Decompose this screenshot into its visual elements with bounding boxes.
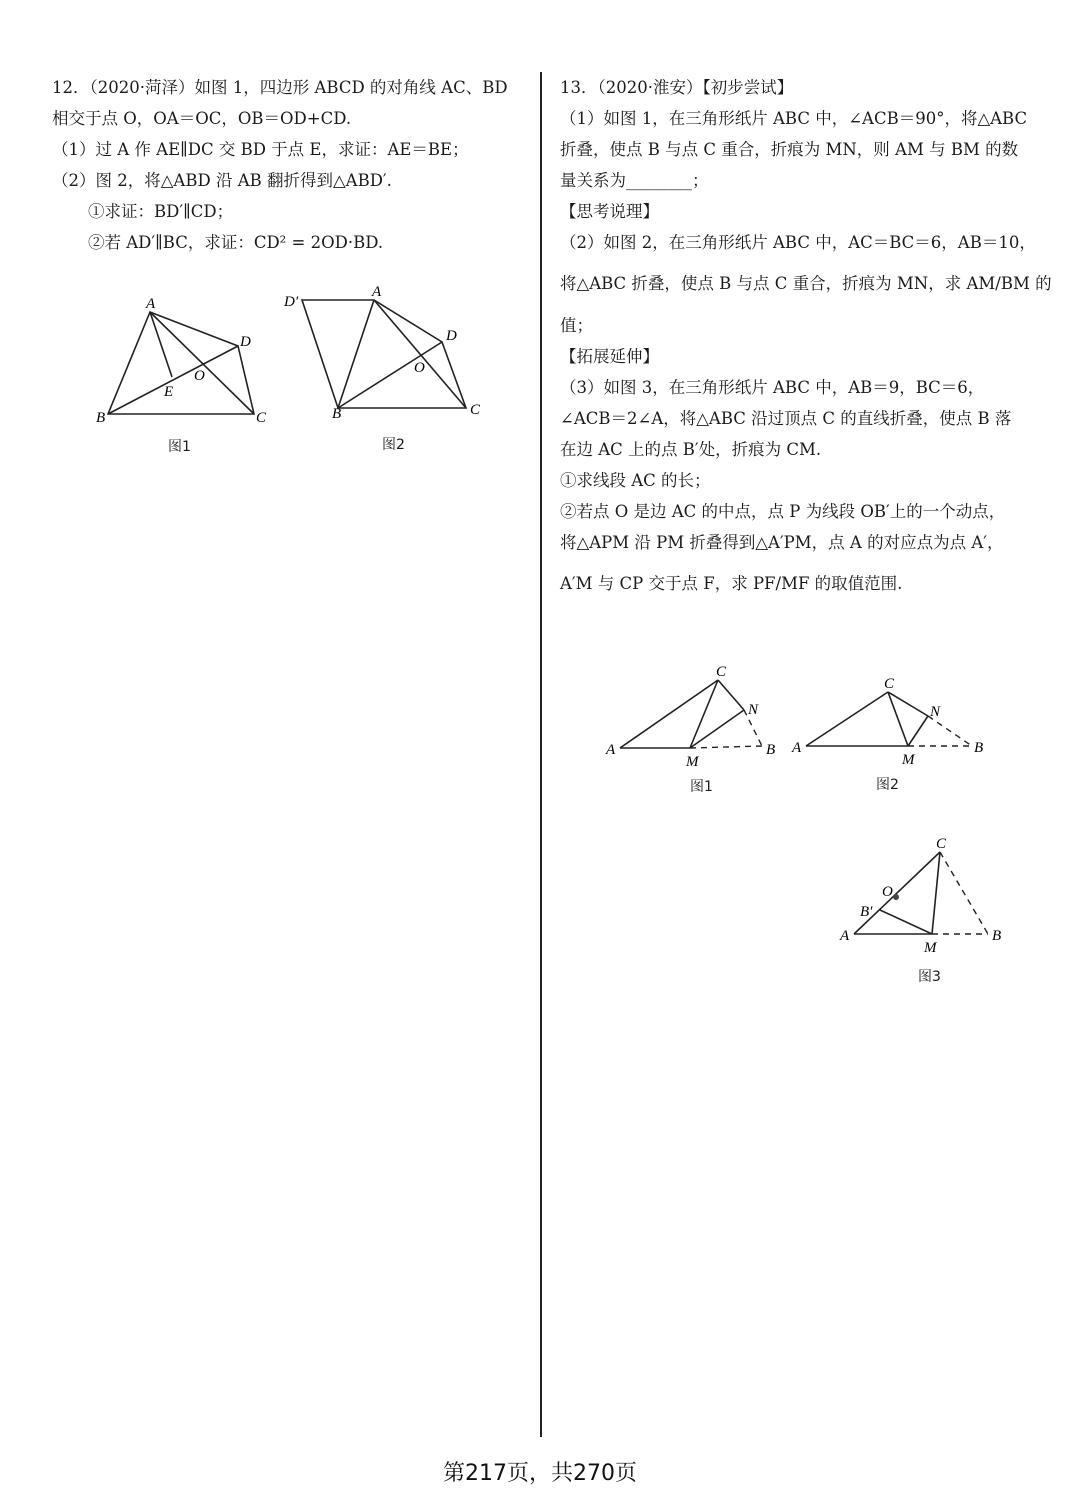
p12-fig1-caption: 图1 [168, 439, 191, 455]
problem-12-part-2-ii: ②若 AD′∥BC，求证：CD² = 2OD·BD. [88, 233, 384, 252]
problem-13-part-3-ii-b: 将△APM 沿 PM 折叠得到△A′PM，点 A 的对应点为点 A′， [560, 533, 1004, 552]
p12-fig2-label-d-prime: D′ [284, 294, 299, 310]
p12-fig2-label-a: A [372, 284, 382, 300]
problem-13-heading-2: 【思考说理】 [560, 202, 659, 221]
p13-fig3-label-b-prime: B′ [860, 904, 873, 920]
p13-fig1-label-m: M [686, 754, 699, 770]
p13-fig2-label-b: B [974, 740, 984, 756]
p13-fig3-label-c: C [936, 836, 947, 852]
problem-12-part-1: （1）过 A 作 AE∥DC 交 BD 于点 E，求证：AE＝BE； [52, 140, 469, 159]
p12-fig2-label-o: O [414, 360, 425, 376]
p13-figure-2-drawing [792, 674, 992, 774]
p13-fig1-label-c: C [716, 664, 727, 680]
problem-12 [52, 72, 522, 258]
problem-13-part-3-i: ①求线段 AC 的长； [560, 471, 711, 490]
problem-13-part-2-b: 将△ABC 折叠，使点 B 与点 C 重合，折痕为 MN，求 AM/BM 的 [560, 274, 1052, 293]
p13-fig2-caption: 图2 [876, 777, 899, 793]
p13-figure-1-drawing [602, 662, 792, 772]
p12-fig1-label-d: D [240, 334, 251, 350]
p13-fig2-label-c: C [884, 676, 895, 692]
problem-12-part-2-i: ①求证：BD′∥CD； [88, 202, 234, 221]
problem-13-part-1-b: 折叠，使点 B 与点 C 重合，折痕为 MN，则 AM 与 BM 的数 [560, 140, 1019, 159]
p13-fig2-label-a: A [792, 740, 802, 756]
p13-fig3-label-o: O [882, 884, 893, 900]
problem-13-line-1: 13．（2020·淮安）【初步尝试】 [560, 78, 794, 97]
p12-fig2-caption: 图2 [382, 437, 405, 453]
problem-13-part-3-c: 在边 AC 上的点 B′处，折痕为 CM. [560, 440, 822, 459]
problem-13-part-3-b: ∠ACB＝2∠A，将△ABC 沿过顶点 C 的直线折叠，使点 B 落 [560, 409, 1012, 428]
p12-figure-2-drawing [282, 284, 492, 424]
problem-13 [560, 72, 1052, 610]
p12-fig1-label-b: B [96, 410, 106, 426]
p13-fig1-label-a: A [606, 742, 616, 758]
p13-fig2-label-m: M [902, 752, 915, 768]
p12-figure-1 [90, 290, 290, 455]
p13-figure-3-drawing [838, 836, 1018, 960]
p12-fig2-label-b: B [332, 406, 342, 422]
p13-figure-1 [602, 662, 792, 795]
p12-figure-1-drawing [90, 290, 290, 430]
problem-13-part-1-a: （1）如图 1，在三角形纸片 ABC 中，∠ACB＝90°，将△ABC [560, 109, 1028, 128]
p12-figure-2 [282, 284, 492, 453]
problem-12-part-2: （2）图 2，将△ABD 沿 AB 翻折得到△ABD′. [52, 171, 392, 190]
p13-fig3-label-a: A [840, 928, 850, 944]
p13-fig1-caption: 图1 [690, 779, 713, 795]
p13-fig3-label-m: M [924, 940, 937, 956]
problem-13-part-2-c: 值； [560, 316, 593, 335]
p13-fig2-label-n: N [930, 704, 941, 720]
p13-fig1-label-b: B [766, 742, 776, 758]
p13-fig1-label-n: N [748, 702, 759, 718]
problem-13-heading-3: 【拓展延伸】 [560, 347, 659, 366]
p13-fig3-caption: 图3 [918, 969, 941, 985]
p12-fig1-label-a: A [146, 296, 156, 312]
problem-12-line-2: 相交于点 O，OA＝OC，OB＝OD+CD. [52, 109, 352, 128]
p12-fig1-label-c: C [256, 410, 267, 426]
p12-fig1-label-o: O [194, 368, 205, 384]
problem-13-part-3-a: （3）如图 3，在三角形纸片 ABC 中，AB＝9，BC＝6， [560, 378, 985, 397]
p12-fig2-label-d: D [446, 328, 457, 344]
p13-fig3-point-o [893, 894, 899, 900]
p12-fig2-label-c: C [470, 402, 481, 418]
problem-13-part-3-ii-c: A′M 与 CP 交于点 F，求 PF/MF 的取值范围. [560, 574, 903, 593]
page-footer: 第217页，共270页 [443, 1461, 637, 1486]
problem-13-part-1-c: 量关系为________； [560, 171, 709, 190]
p13-figure-3 [838, 836, 1018, 985]
p13-figure-2 [792, 674, 992, 793]
problem-12-line-1: 12．（2020·菏泽）如图 1，四边形 ABCD 的对角线 AC、BD [52, 78, 508, 97]
column-divider [540, 72, 542, 1437]
p13-fig3-label-b: B [992, 928, 1002, 944]
p12-fig1-label-e: E [164, 384, 174, 400]
problem-13-part-3-ii-a: ②若点 O 是边 AC 的中点，点 P 为线段 OB′上的一个动点， [560, 502, 1006, 521]
problem-13-part-2-a: （2）如图 2，在三角形纸片 ABC 中，AC＝BC＝6，AB＝10， [560, 233, 1036, 252]
